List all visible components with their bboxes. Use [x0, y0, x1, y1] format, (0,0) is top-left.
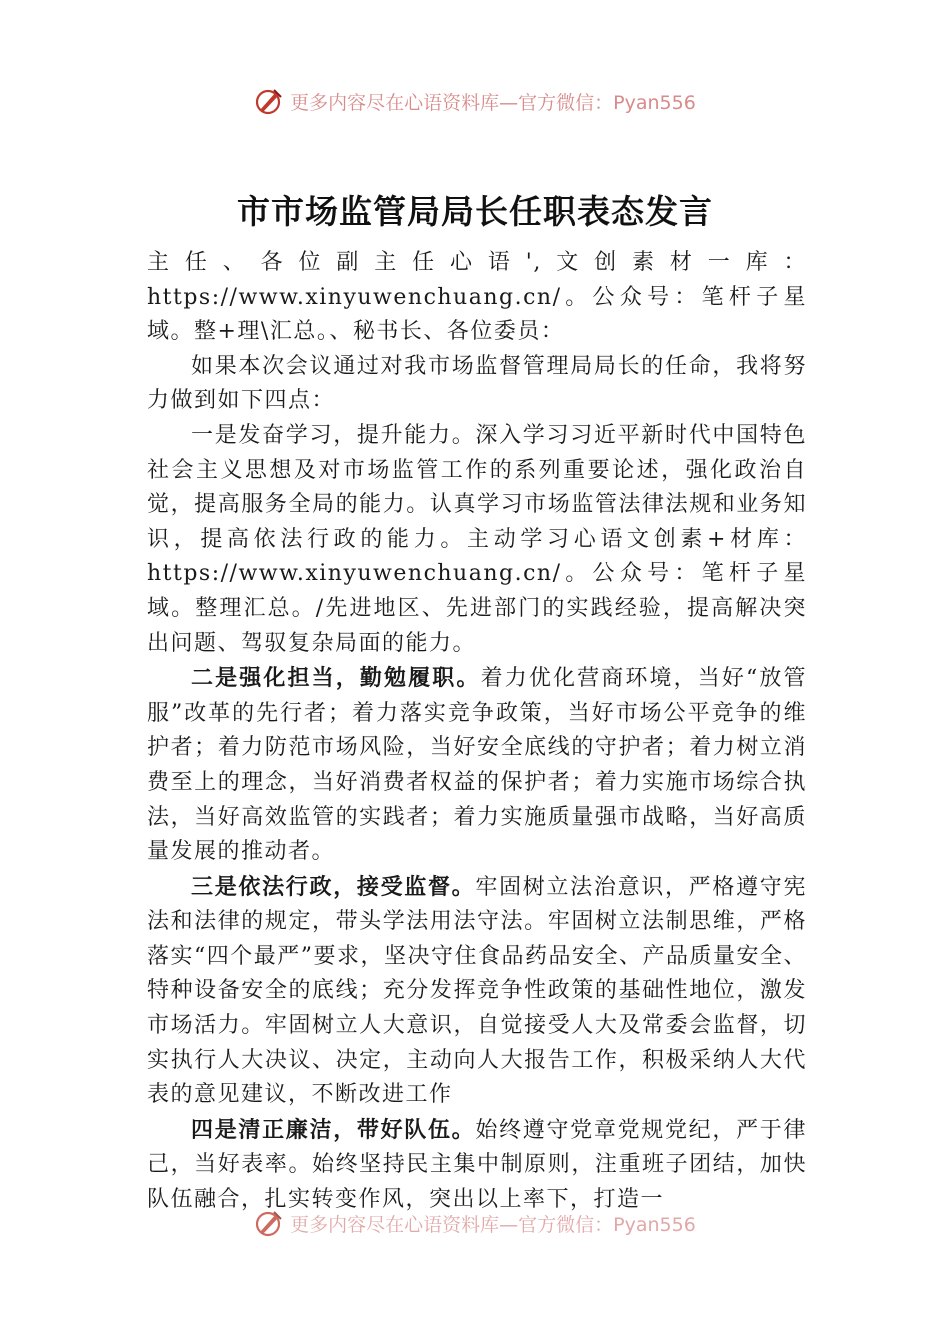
document-body [147, 246, 807, 1218]
watermark-text: 更多内容尽在心语资料库—官方微信：Pyan556 [290, 1213, 696, 1236]
footer-watermark [0, 1208, 950, 1238]
quill-pen-logo-icon [254, 86, 284, 116]
watermark-text: 更多内容尽在心语资料库—官方微信：Pyan556 [290, 91, 696, 114]
point-two-body: 着力优化营商环境，当好“放管服”改革的先行者；着力落实竞争政策，当好市场公平竞争的维护者；着力防范市场风险，当好安全底线的守护者；着力树立消费至上的理念，当好消费者权益的保护者；着力实施市场综合执法，当好高效监管的实践者；着力实施质量强市战略，当好高质量发展的推动者。 [147, 666, 807, 865]
point-two-paragraph [147, 661, 807, 870]
document-title: 市市场监管局局长任职表态发言 [237, 192, 713, 231]
point-three-body: 牢固树立法治意识，严格遵守宪法和法律的规定，带头学法用法守法。牢固树立法制思维，严格落实“四个最严”要求，坚决守住食品药品安全、产品质量安全、特种设备安全的底线；充分发挥竞争性政策的基础性地位，激发市场活力。牢固树立人大意识，自觉接受人大及常委会监督，切实执行人大决议、决定，主动向人大报告工作，积极采纳人大代表的意见建议，不断改进工作 [147, 874, 807, 1108]
point-one-paragraph: 一是发奋学习，提升能力。深入学习习近平新时代中国特色社会主义思想及对市场监管工作的系列重要论述，强化政治自觉，提高服务全局的能力。认真学习市场监管法律法规和业务知识，提高依法行政的能力。主动学习心语文创素+材库：https://www.xinyuwenchuang.cn/。公众号：笔杆子星域。整理汇总。/先进地区、先进部门的实践经验，提高解决突出问题、驾驭复杂局面的能力。 [147, 422, 807, 656]
quill-pen-logo-icon [254, 1208, 284, 1238]
point-four-lead: 四是清正廉洁，带好队伍。 [191, 1116, 476, 1143]
header-watermark [0, 86, 950, 116]
point-three-paragraph [147, 870, 807, 1113]
salutation-paragraph: 主任、各位副主任心语',文创素材一库：https://www.xinyuwenchuang.cn/。公众号：笔杆子星域。整+理\汇总。、秘书长、各位委员： [147, 250, 807, 345]
point-four-body: 始终遵守党章党规党纪，严于律己，当好表率。始终坚持民主集中制原则，注重班子团结，加快队伍融合，扎实转变作风，突出以上率下，打造一 [147, 1117, 807, 1213]
point-three-lead: 三是依法行政，接受监督。 [191, 873, 476, 900]
intro-paragraph: 如果本次会议通过对我市场监督管理局局长的任命，我将努力做到如下四点： [147, 353, 807, 414]
point-four-paragraph [147, 1113, 807, 1218]
point-two-lead: 二是强化担当，勤勉履职。 [191, 665, 481, 692]
